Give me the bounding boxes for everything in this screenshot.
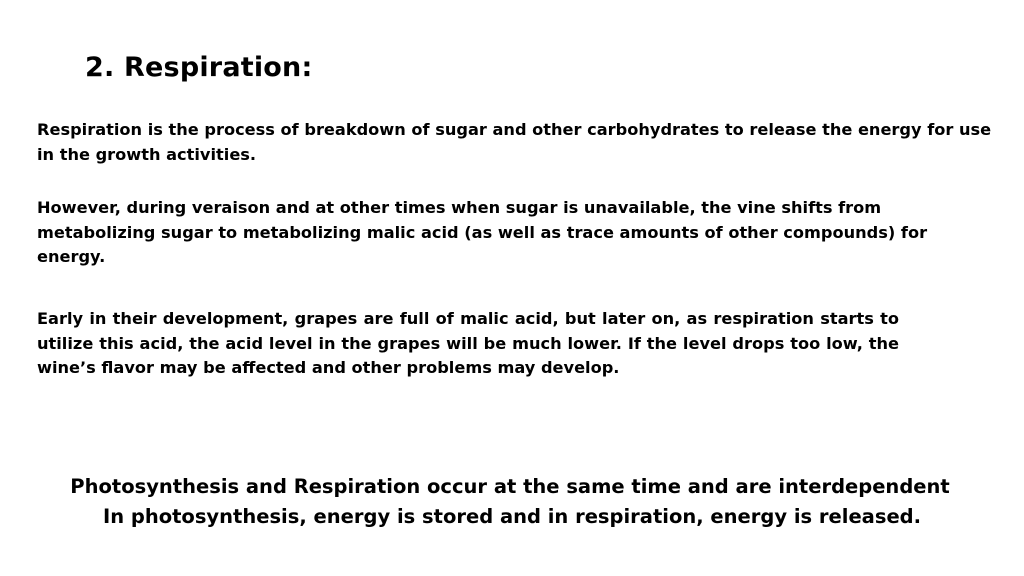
paragraph-acid-level: Early in their development, grapes are full of malic acid, but later on, as respiration starts to utilize this acid, the acid level in the grapes will be much lower. If the level drops too low, the wine’s flavor may be affected and other problems may develop. (37, 309, 899, 377)
paragraph-respiration-definition: Respiration is the process of breakdown of sugar and other carbohydrates to release the energy for use in the growth activities. (37, 120, 992, 164)
paragraph-veraison-malic-acid: However, during veraison and at other times when sugar is unavailable, the vine shifts from metabolizing sugar to metabolizing malic acid (as well as trace amounts of other compounds) for energy. (37, 198, 928, 266)
footer-line-energy: In photosynthesis, energy is stored and in respiration, energy is released. (102, 505, 922, 528)
footer-line-interdependent: Photosynthesis and Respiration occur at the same time and are interdependent (70, 475, 950, 498)
slide-title: 2. Respiration: (85, 52, 313, 83)
